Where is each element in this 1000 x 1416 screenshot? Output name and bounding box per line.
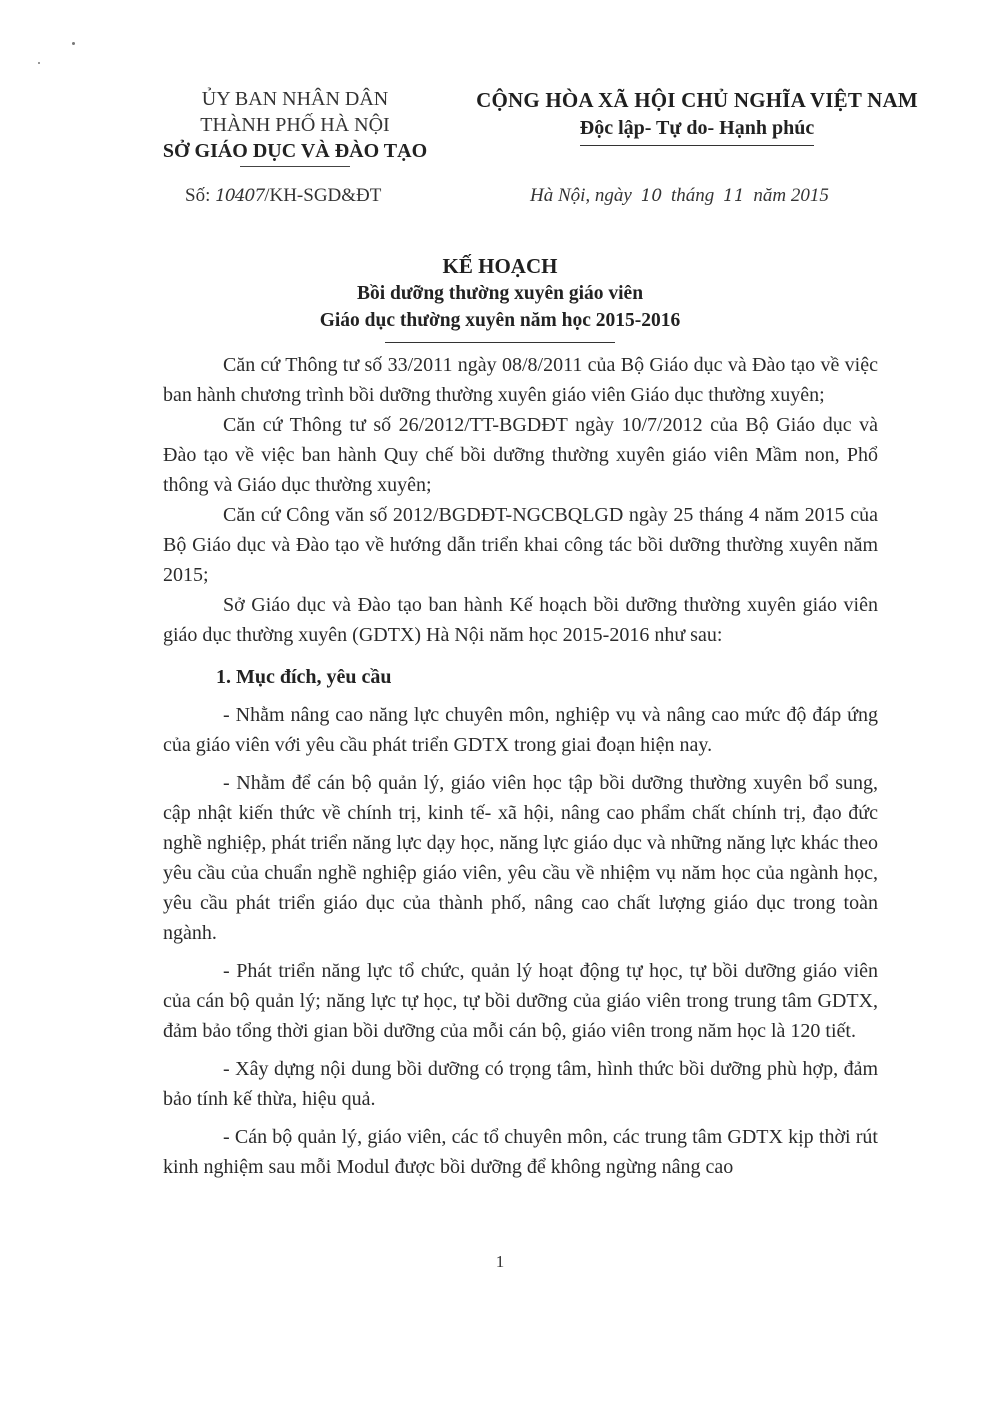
paragraph-legal-basis-2: Căn cứ Thông tư số 26/2012/TT-BGDĐT ngày 10/7/2012 của Bộ Giáo dục và Đào tạo về việc ban hành Quy chế bồi dưỡng thường xuyên giáo viên Mầm non, Phổ thông và Giáo dục thường xuyên; <box>163 414 878 496</box>
authority-line-3: SỞ GIÁO DỤC VÀ ĐÀO TẠO <box>162 140 428 162</box>
bullet-5: - Cán bộ quản lý, giáo viên, các tổ chuyên môn, các trung tâm GDTX kịp thời rút kinh nghiệm sau mỗi Modul được bồi dưỡng để không ngừng nâng cao <box>163 1126 878 1178</box>
issue-date <box>530 185 829 207</box>
bullet-3: - Phát triển năng lực tổ chức, quản lý hoạt động tự học, tự bồi dưỡng giáo viên của cán bộ quản lý; năng lực tự học, tự bồi dưỡng của giáo viên trong trung tâm GDTX, đảm bảo tổng thời gian bồi dưỡng của mỗi cán bộ, giáo viên trong năm học là 120 tiết. <box>163 960 878 1042</box>
paragraph-legal-basis-1: Căn cứ Thông tư số 33/2011 ngày 08/8/2011 của Bộ Giáo dục và Đào tạo về việc ban hành chương trình bồi dưỡng thường xuyên giáo viên Giáo dục thường xuyên; <box>163 354 878 406</box>
document-body <box>163 350 878 1182</box>
date-year: năm 2015 <box>753 185 829 206</box>
authority-underline <box>240 166 350 167</box>
bullet-1: - Nhằm nâng cao năng lực chuyên môn, nghiệp vụ và nâng cao mức độ đáp ứng của giáo viên với yêu cầu phát triển GDTX trong giai đoạn hiện nay. <box>163 704 878 756</box>
document-title <box>220 253 780 343</box>
national-motto <box>462 86 932 146</box>
scan-speck <box>38 62 40 64</box>
authority-line-2: THÀNH PHỐ HÀ NỘI <box>200 114 390 136</box>
country-name: CỘNG HÒA XÃ HỘI CHỦ NGHĨA VIỆT NAM <box>476 88 918 112</box>
paragraph-intro: Sở Giáo dục và Đào tạo ban hành Kế hoạch bồi dưỡng thường xuyên giáo viên giáo dục thường xuyên (GDTX) Hà Nội năm học 2015-2016 như sau: <box>163 594 878 646</box>
motto: Độc lập- Tự do- Hạnh phúc <box>580 114 814 146</box>
section-heading-1: 1. Mục đích, yêu cầu <box>216 666 392 688</box>
issuing-authority <box>140 86 450 167</box>
title-main: KẾ HOẠCH <box>442 254 558 278</box>
bullet-4: - Xây dựng nội dung bồi dưỡng có trọng tâm, hình thức bồi dưỡng phù hợp, đảm bảo tính kế thừa, hiệu quả. <box>163 1058 878 1110</box>
paragraph-legal-basis-3: Căn cứ Công văn số 2012/BGDĐT-NGCBQLGD ngày 25 tháng 4 năm 2015 của Bộ Giáo dục và Đào tạo về hướng dẫn triển khai công tác bồi dưỡng thường xuyên năm 2015; <box>163 504 878 586</box>
title-underline <box>385 342 615 343</box>
doc-number-prefix: Số: <box>185 185 211 206</box>
authority-line-1: ỦY BAN NHÂN DÂN <box>201 88 389 110</box>
page-number: 1 <box>495 1252 505 1271</box>
doc-number-handwritten: 10407 <box>215 186 265 206</box>
date-place: Hà Nội, ngày <box>530 185 632 206</box>
title-sub-1: Bồi dưỡng thường xuyên giáo viên <box>356 283 644 304</box>
bullet-2: - Nhằm để cán bộ quản lý, giáo viên học tập bồi dưỡng thường xuyên bổ sung, cập nhật kiến thức về chính trị, kinh tế- xã hội, nâng cao phẩm chất chính trị, đạo đức nghề nghiệp, phát triển năng lực dạy học, năng lực giáo dục và những năng lực khác theo yêu cầu của chuẩn nghề nghiệp giáo viên, yêu cầu về nhiệm vụ năm học của ngành học, yêu cầu phát triển giáo dục của thành phố, nâng cao chất lượng giáo dục trong toàn ngành. <box>163 772 878 944</box>
title-sub-2: Giáo dục thường xuyên năm học 2015-2016 <box>319 310 681 331</box>
scan-speck <box>72 42 75 45</box>
document-number <box>185 185 381 207</box>
date-month: 11 <box>723 186 745 206</box>
date-day: 10 <box>640 186 663 206</box>
date-month-label: tháng <box>671 185 715 206</box>
doc-number-suffix: /KH-SGD&ĐT <box>264 185 382 206</box>
